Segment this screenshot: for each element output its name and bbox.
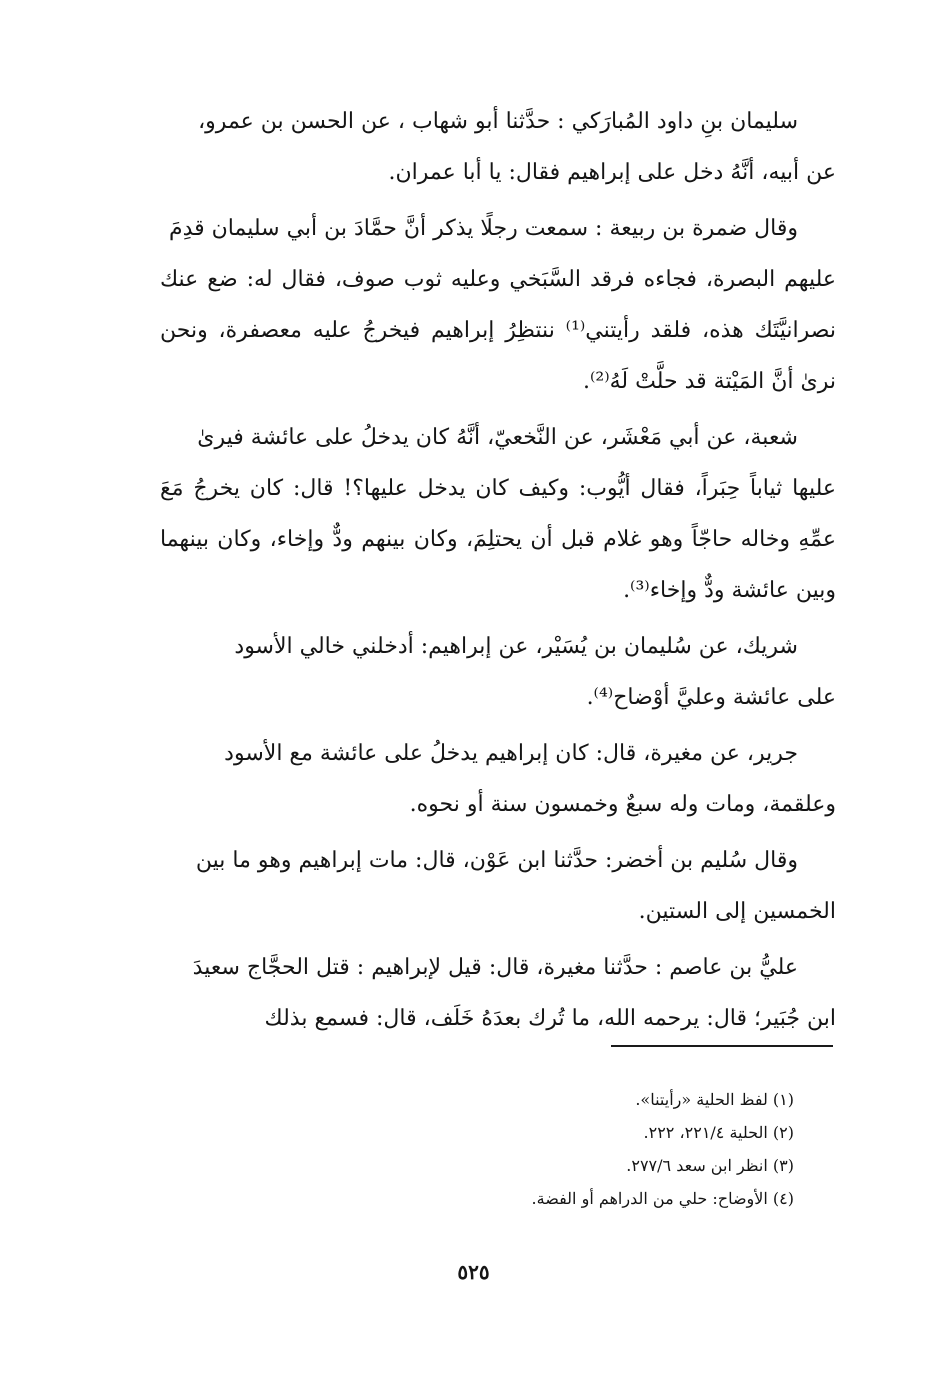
footnote-divider	[611, 1045, 833, 1047]
text-line: على عائشة وعليَّ أوْضاح⁽⁴⁾.	[586, 685, 836, 710]
text-line: وعلقمة، ومات وله سبعٌ وخمسون سنة أو نحوه.	[409, 792, 836, 817]
paragraph	[160, 942, 836, 1044]
paragraph	[160, 96, 836, 198]
text-line: شريك، عن سُليمان بن يُسَيْر، عن إبراهيم: أدخلني خالي الأسود	[234, 634, 798, 659]
text-line: شعبة، عن أبي مَعْشَر، عن النَّخعيّ، أنَّهُ كان يدخلُ على عائشة فيرىٰ	[197, 425, 798, 450]
text-line: ابن جُبَير؛ قال: يرحمه الله، ما تُرك بعدَهُ خَلَف، قال: فسمع بذلك	[264, 1006, 836, 1031]
text-line: الخمسين إلى الستين.	[638, 899, 836, 924]
footnotes	[300, 1083, 794, 1215]
footnote: (١) لفظ الحلية «رأيتنا».	[635, 1090, 794, 1109]
text-line: سليمان بنِ داود المُبارَكي : حدَّثنا أبو شهاب ، عن الحسن بن عمرو،	[198, 109, 798, 134]
text-line: عليها ثياباً حِبَراً، فقال أيُّوب: وكيف كان يدخل عليها؟! قال: كان يخرجُ مَعَ	[160, 476, 836, 501]
text-line: وقال ضمرة بن ربيعة : سمعت رجلًا يذكر أنَّ حمَّادَ بن أبي سليمان قدِمَ	[168, 216, 798, 241]
paragraph	[160, 728, 836, 830]
text-line: نصرانيَّتَك هذه، فلقد رأيتني⁽¹⁾ ننتظِرُ إبراهيم فيخرجُ عليه معصفرة، ونحن	[160, 318, 836, 343]
main-text	[160, 96, 836, 1049]
text-line: عن أبيه، أنَّهُ دخل على إبراهيم فقال: يا أبا عمران.	[388, 160, 836, 185]
text-line: نرىٰ أنَّ المَيْتة قد حلَّتْ لَهُ⁽²⁾.	[582, 369, 836, 394]
paragraph	[160, 412, 836, 616]
page-number: ٥٢٥	[457, 1260, 490, 1284]
footnote: (٣) انظر ابن سعد ٢٧٧/٦.	[626, 1156, 794, 1175]
paragraph	[160, 203, 836, 407]
footnote: (٤) الأوضاح: حلي من الدراهم أو الفضة.	[531, 1189, 794, 1208]
text-line: عليُّ بن عاصم : حدَّثنا مغيرة، قال: قيل لإبراهيم : قتل الحجَّاج سعيدَ	[192, 955, 798, 980]
text-line: جرير، عن مغيرة، قال: كان إبراهيم يدخلُ على عائشة مع الأسود	[224, 741, 798, 766]
text-line: عمِّهِ وخاله حاجّاً وهو غلام قبل أن يحتلِمَ، وكان بينهم ودٌّ وإخاء، وكان بينهما	[160, 527, 836, 552]
footnote: (٢) الحلية ٢٢١/٤، ٢٢٢.	[643, 1123, 794, 1142]
text-line: وقال سُليم بن أخضر: حدَّثنا ابن عَوْن، قال: مات إبراهيم وهو ما بين	[195, 848, 798, 873]
text-line: عليهم البصرة، فجاءه فرقد السَّبَخي وعليه ثوب صوف، فقال له: ضع عنك	[160, 267, 836, 292]
paragraph	[160, 621, 836, 723]
text-line: وبين عائشة ودٌّ وإخاء⁽³⁾.	[623, 578, 836, 603]
paragraph	[160, 835, 836, 937]
